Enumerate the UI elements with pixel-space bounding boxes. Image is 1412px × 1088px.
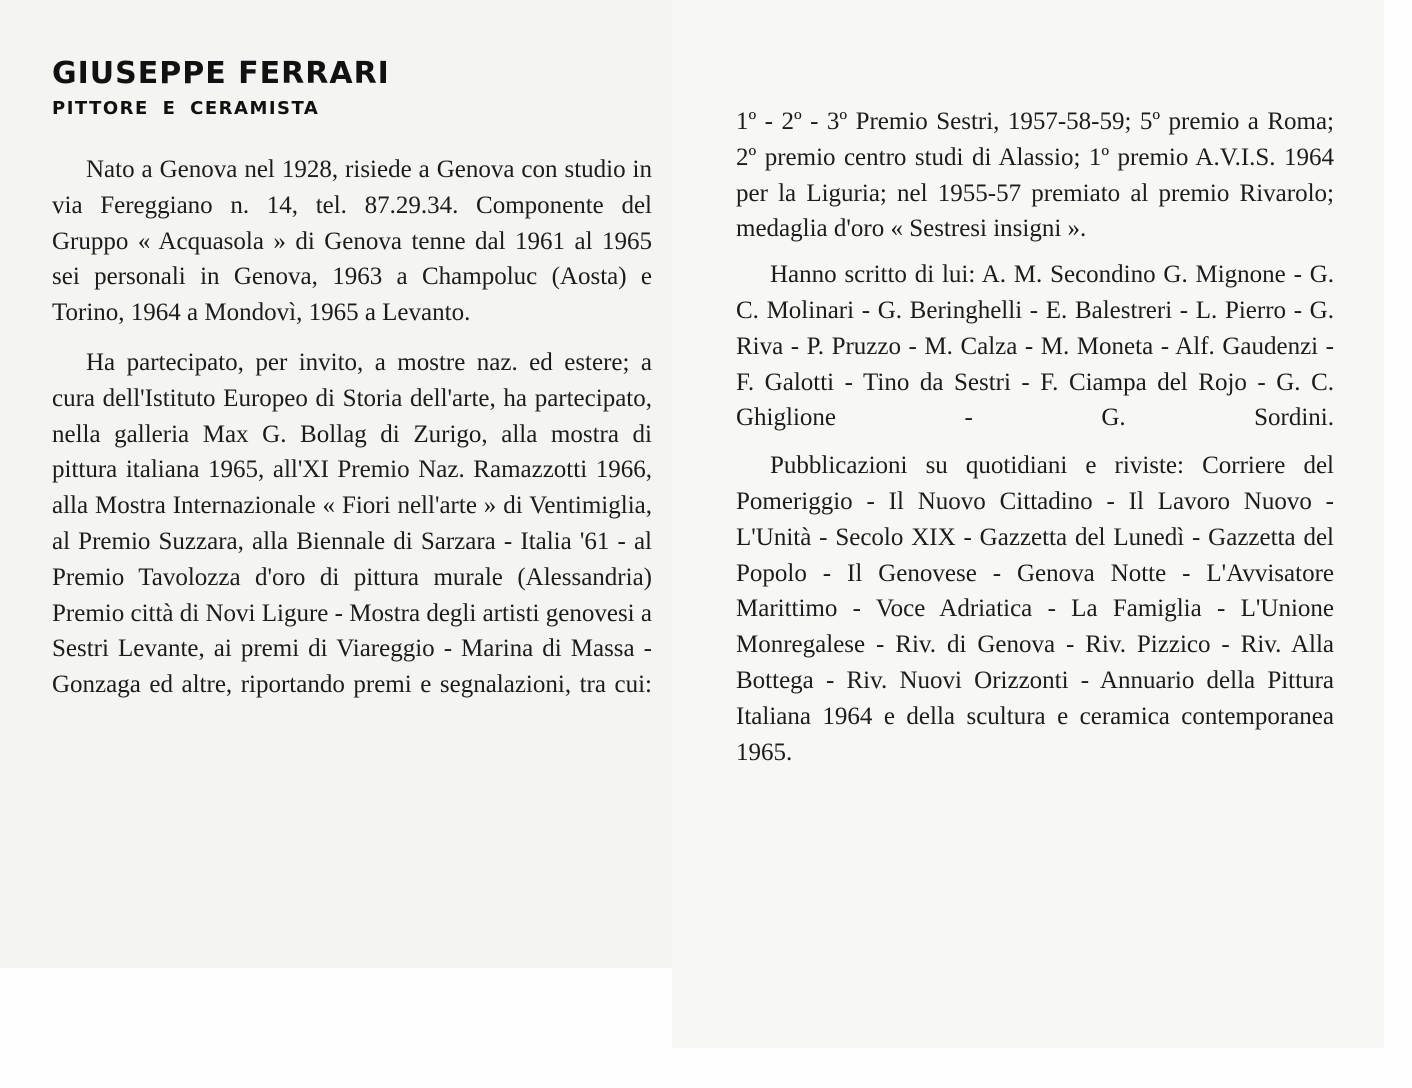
right-column [736,104,1334,770]
left-column [52,56,652,703]
bio-paragraph-birth: Nato a Genova nel 1928, risiede a Genova con studio in via Fereggiano n. 14, tel. 87.29.34. Componente del Gruppo « Acquasola » di Genova tenne dal 1961 al 1965 sei personali in Genova, 1963 a Champoluc (Aosta) e Torino, 1964 a Mondovì, 1965 a Levanto. [52,156,652,327]
artist-name: GIUSEPPE FERRARI [52,56,390,91]
bio-paragraph-awards: 1º - 2º - 3º Premio Sestri, 1957-58-59; 5º premio a Roma; 2º premio centro studi di Alassio; 1º premio A.V.I.S. 1964 per la Liguria; nel 1955-57 premiato al premio Rivarolo; medaglia d'oro « Sestresi insigni ». [736,108,1334,243]
artist-profession: PITTORE E CERAMISTA [52,98,320,119]
bio-paragraph-exhibitions: Ha partecipato, per invito, a mostre naz. ed estere; a cura dell'Istituto Europeo di Storia dell'arte, ha partecipato, nella galleria Max G. Bollag di Zurigo, alla mostra di pittura italiana 1965, all'XI Premio Naz. Ramazzotti 1966, alla Mostra Internazionale « Fiori nell'arte » di Ventimiglia, al Premio Suzzara, alla Biennale di Sarzara - Italia '61 - al Premio Tavolozza d'oro di pittura murale (Alessandria) Premio città di Novi Ligure - Mostra degli artisti genovesi a Sestri Levante, ai premi di Viareggio - Marina di Massa - Gonzaga ed altre, riportando premi e segnalazioni, tra cui: [52,348,652,699]
bio-paragraph-critics: Hanno scritto di lui: A. M. Secondino G. Mignone - G. C. Molinari - G. Beringhelli - E. Balestreri - L. Pierro - G. Riva - P. Pruzzo - M. Calza - M. Moneta - Alf. Gaudenzi - F. Galotti - Tino da Sestri - F. Ciampa del Rojo - G. C. Ghiglione - G. Sordini. [736,261,1334,432]
bio-paragraph-publications: Pubblicazioni su quotidiani e riviste: Corriere del Pomeriggio - Il Nuovo Cittadino - Il Lavoro Nuovo - L'Unità - Secolo XIX - Gazzetta del Lunedì - Gazzetta del Popolo - Il Genovese - Genova Notte - L'Avvisatore Marittimo - Voce Adriatica - La Famiglia - L'Unione Monregalese - Riv. di Genova - Riv. Pizzico - Riv. Alla Bottega - Riv. Nuovi Orizzonti - Annuario della Pittura Italiana 1964 e della scultura e ceramica contemporanea 1965. [736,452,1334,766]
